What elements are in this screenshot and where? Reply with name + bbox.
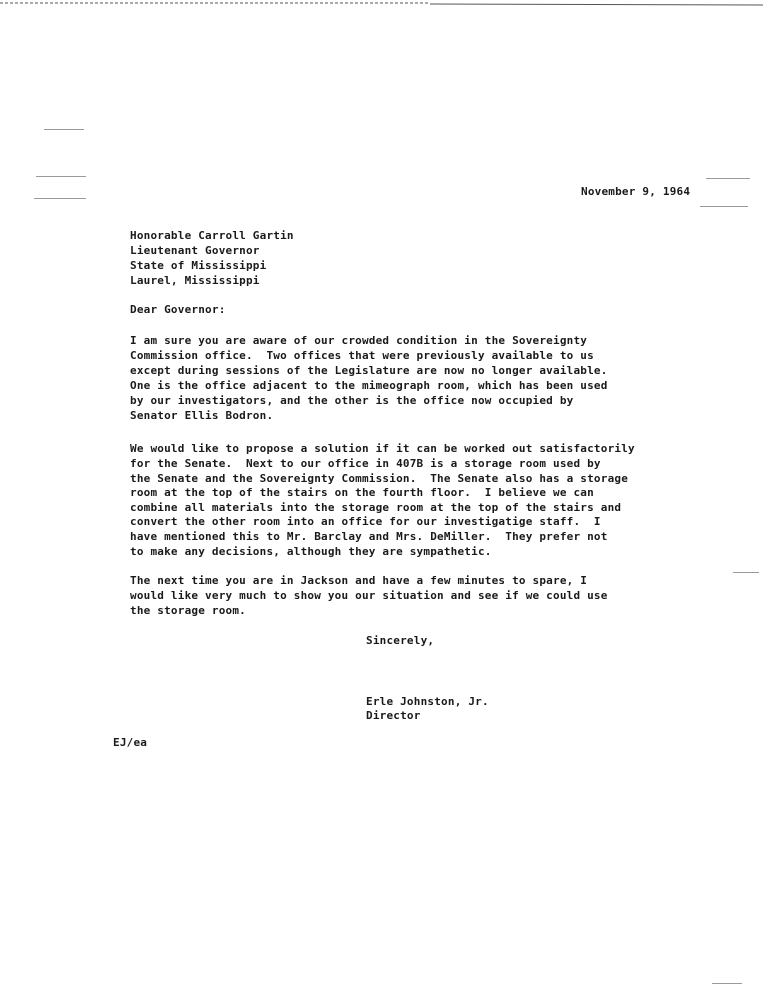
salutation: Dear Governor: <box>130 303 226 316</box>
letter-date: November 9, 1964 <box>581 185 691 198</box>
body-line: Commission office. Two offices that were previously available to us <box>130 349 594 362</box>
typist-initials: EJ/ea <box>113 736 148 749</box>
scan-speck <box>44 129 84 130</box>
address-line: Honorable Carroll Gartin <box>130 229 294 242</box>
signer-title: Director <box>366 709 421 722</box>
body-line: the storage room. <box>130 604 246 617</box>
scan-speck <box>34 198 86 199</box>
address-line: Lieutenant Governor <box>130 244 260 257</box>
scan-speck <box>712 983 742 984</box>
body-line: to make any decisions, although they are sympathetic. <box>130 545 492 558</box>
scan-speck <box>706 178 750 179</box>
signer-name: Erle Johnston, Jr. <box>366 695 489 708</box>
body-line: room at the top of the stairs on the fourth floor. I believe we can <box>130 486 594 499</box>
body-line: for the Senate. Next to our office in 407B is a storage room used by <box>130 457 601 470</box>
body-line: We would like to propose a solution if it can be worked out satisfactorily <box>130 442 635 455</box>
body-line: One is the office adjacent to the mimeograph room, which has been used <box>130 379 608 392</box>
body-line: The next time you are in Jackson and have a few minutes to spare, I <box>130 574 588 587</box>
body-line: by our investigators, and the other is the office now occupied by <box>130 394 574 407</box>
closing: Sincerely, <box>366 634 435 647</box>
address-line: Laurel, Mississippi <box>130 274 260 287</box>
address-line: State of Mississippi <box>130 259 267 272</box>
body-line: I am sure you are aware of our crowded condition in the Sovereignty <box>130 334 588 347</box>
body-line: convert the other room into an office for our investigatige staff. I <box>130 515 601 528</box>
scan-speck <box>36 176 86 177</box>
scan-speck <box>733 572 759 573</box>
scan-speck <box>700 206 748 207</box>
body-line: have mentioned this to Mr. Barclay and Mrs. DeMiller. They prefer not <box>130 530 608 543</box>
body-line: except during sessions of the Legislature are now no longer available. <box>130 364 608 377</box>
top-edge-line <box>0 0 763 8</box>
body-line: combine all materials into the storage room at the top of the stairs and <box>130 501 622 514</box>
body-line: would like very much to show you our situation and see if we could use <box>130 589 608 602</box>
body-line: the Senate and the Sovereignty Commission. The Senate also has a storage <box>130 472 629 485</box>
body-line: Senator Ellis Bodron. <box>130 409 274 422</box>
